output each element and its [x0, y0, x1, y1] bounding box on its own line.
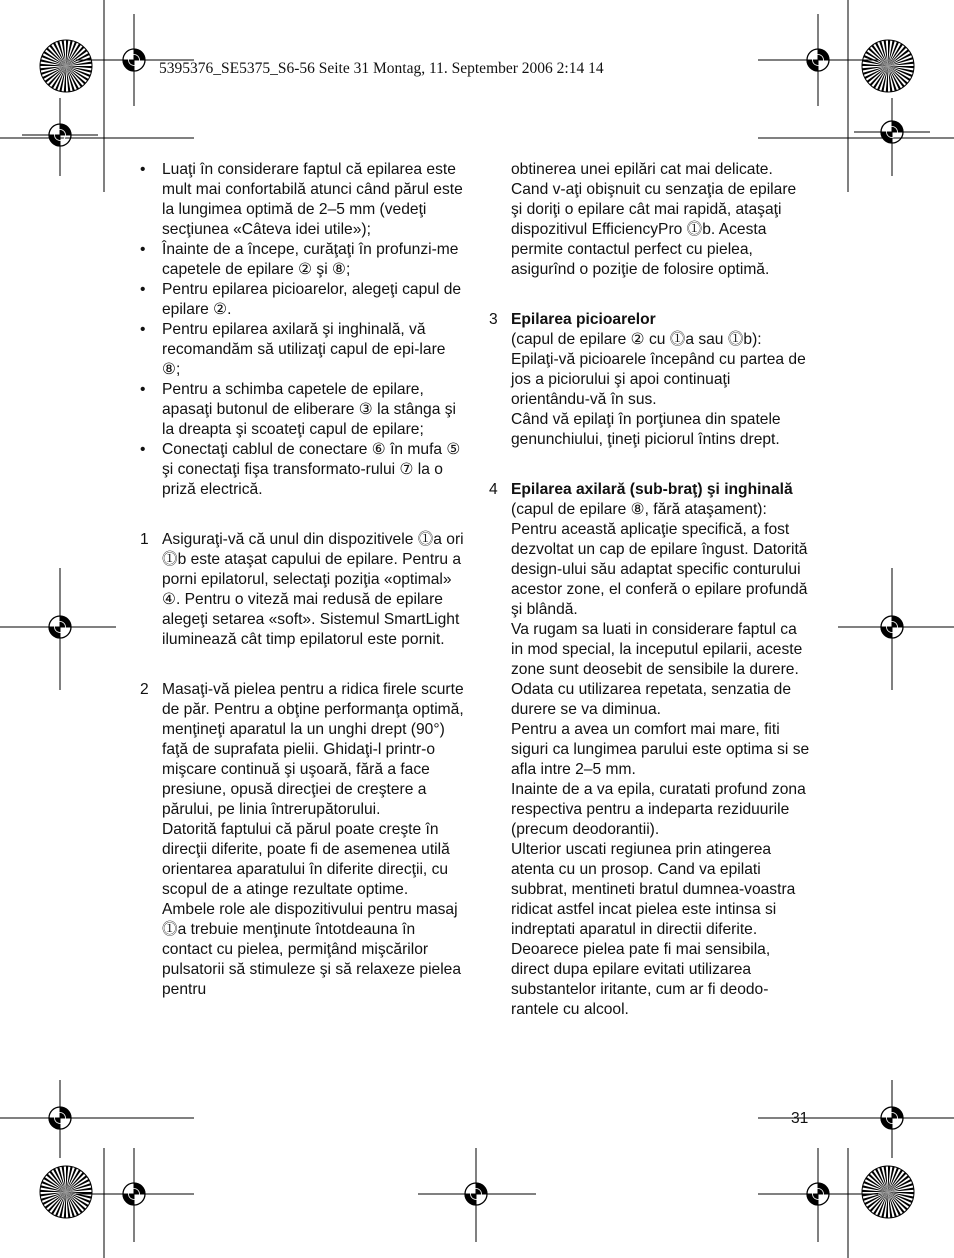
step-paragraph: Când vă epilaţi în porţiunea din spatele genunchiului, ţineţi piciorul întins drept. [511, 411, 781, 448]
step-paragraph: Ulterior uscati regiunea prin atingerea atenta cu un prosop. Cand va epilati subbrat, mentineti bratul dumnea-voastra ridicat astfel incat pielea este intinsa si indreptati aparatul in directii diferite. [511, 841, 796, 938]
print-slug: 5395376_SE5375_S6-56 Seite 31 Montag, 11. September 2006 2:14 14 [159, 60, 604, 77]
step-paragraph: Datorită faptului că părul poate creşte în direcţii diferite, poate fi de asemenea utilă orientarea aparatului în diferite direcţii, cu scopul de a atinge rezultate optime. [162, 821, 450, 898]
step-number: 1 [140, 531, 149, 548]
step-4 [486, 480, 811, 1020]
starburst-target [862, 40, 914, 92]
right-column [486, 160, 811, 1020]
step-3 [486, 310, 811, 450]
step-2-continuation [486, 160, 811, 280]
starburst-target [862, 1166, 914, 1218]
starburst-target [40, 40, 92, 92]
page-number: 31 [791, 1110, 809, 1127]
step-paragraph: Ambele role ale dispozitivului pentru masaj ⓵a trebuie menţinute întotdeauna în contact cu pielea, permiţând mişcărilor pulsatorii să stimuleze şi să relaxeze pielea pentru [162, 901, 462, 998]
step-1 [137, 530, 467, 650]
list-item: • Înainte de a începe, curăţaţi în profunzi-me capetele de epilare ② şi ⑧; [137, 240, 467, 280]
step-number: 2 [140, 681, 149, 698]
starburst-target [40, 1166, 92, 1218]
step-number: 3 [489, 311, 498, 328]
step-paragraph: Deoarece pielea pate fi mai sensibila, direct dupa epilare evitati utilizarea substantelor iritante, cum ar fi deodo-rantele cu alcool. [511, 941, 771, 1018]
preparation-list [137, 160, 467, 500]
list-item: • Pentru a schimba capetele de epilare, apasaţi butonul de eliberare ③ la stânga şi la dreapta şi scoateţi capul de epilare; [137, 380, 467, 440]
step-number: 4 [489, 481, 498, 498]
step-paragraph: (capul de epilare ⑧, fără ataşament): Pentru această aplicaţie specifică, a fost dezvoltat un cap de epilare îngust. Datorită design-ului său adaptat specific conturului acestor zone, el conferă o epilare profundă şi blândă. [511, 501, 808, 618]
step-paragraph: Inainte de a va epila, curatati profund zona respectiva pentru a indeparta reziduurile (precum deodorantii). [511, 781, 806, 838]
step-paragraph: obtinerea unei epilări cat mai delicate. Cand v-aţi obişnuit cu senzaţia de epilare şi doriţi o epilare cât mai rapidă, ataşaţi dispozitivul EfficiencyPro ⓵b. Acesta permite contactul perfect cu pielea, asigurînd o poziţie de folosire optimă. [511, 161, 797, 278]
list-item: • Luaţi în considerare faptul că epilarea este mult mai confortabilă atunci când părul este la lungimea optimă de 2–5 mm (vedeţi secţiunea «Câteva idei utile»); [137, 160, 467, 240]
left-column [137, 160, 467, 1000]
step-paragraph: Masaţi-vă pielea pentru a ridica firele scurte de păr. Pentru a obţine performanţa optimă, menţineţi aparatul la un unghi drept (90°) faţă de suprafata pielii. Ghidaţi-l printr-o mişcare continuă şi uşoară, fără a face presiune, opusă direcţiei de creştere a părului, pe linia întrerupătorului. [162, 681, 464, 818]
list-item: • Pentru epilarea picioarelor, alegeţi capul de epilare ②. [137, 280, 467, 320]
step-paragraph: Va rugam sa luati in considerare faptul ca in mod special, la inceputul epilarii, aceste zone sunt deosebit de sensibile la durere. Odata cu utilizarea repetata, senzatia de durere se va diminua. [511, 621, 803, 718]
list-item: • Conectaţi cablul de conectare ⑥ în mufa ⑤ şi conectaţi fişa transformato-rului ⑦ la o priză electrică. [137, 440, 467, 500]
list-item: • Pentru epilarea axilară şi inghinală, vă recomandăm să utilizaţi capul de epi-lare ⑧; [137, 320, 467, 380]
step-2 [137, 680, 467, 1000]
step-paragraph: Pentru a avea un comfort mai mare, fiti siguri ca lungimea parului este optima si se afla intre 2–5 mm. [511, 721, 810, 778]
step-heading: Epilarea picioarelor [511, 311, 656, 328]
step-paragraph: (capul de epilare ② cu ⓵a sau ⓵b): Epilaţi-vă picioarele începând cu partea de jos a piciorului şi apoi continuaţi orientându-vă în sus. [511, 331, 806, 408]
step-heading: Epilarea axilară (sub-braţ) şi inghinală [511, 481, 793, 498]
step-text: Asiguraţi-vă că unul din dispozitivele ⓵a ori ⓵b este ataşat capului de epilare. Pentru a porni epilatorul, selectaţi poziţia «optimal» ④. Pentru o viteză mai redusă de epilare alegeţi setarea «soft». Sistemul SmartLight iluminează cât timp epilatorul este pornit. [162, 531, 464, 648]
